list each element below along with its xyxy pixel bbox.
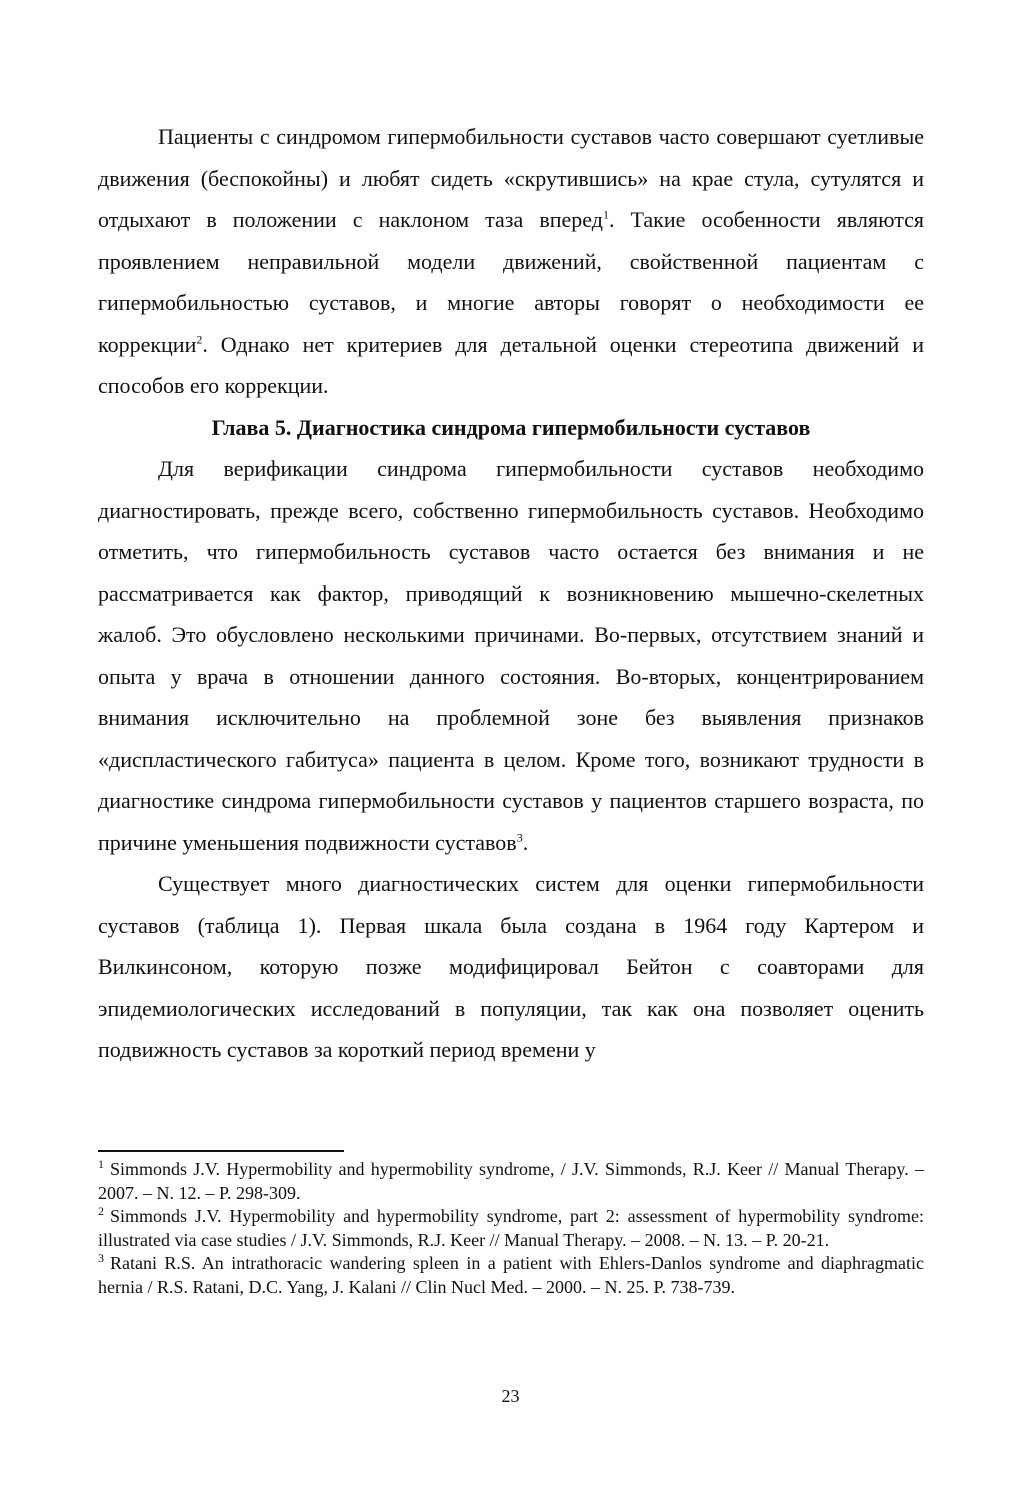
chapter-heading: Глава 5. Диагностика синдрома гипермобильности суставов — [211, 414, 811, 440]
paragraph-3-text: Существует много диагностических систем для оценки гипермобильности суставов (таблица 1). Первая шкала была создана в 1964 году Картером и Вилкинсоном, которую позже модифицировал Бейтон с соавторами для эпидемиологических исследований в популяции, так как она позволяет оценить подвижность суставов за короткий период времени у — [98, 871, 924, 1062]
footnotes — [98, 1158, 924, 1299]
paragraph-1-text-c: . Однако нет критериев для детальной оценки стереотипа движений и способов его коррекции. — [98, 331, 924, 398]
paragraph-1-text-a: Пациенты с синдромом гипермобильности суставов часто совершают суетливые движения (беспокойны) и любят сидеть «скрутившись» на крае стула, сутулятся и отдыхают в положении с наклоном таза вперед — [98, 124, 924, 232]
footnote-ref-2: 2 — [196, 332, 203, 347]
footnote-3-number: 3 — [98, 1251, 104, 1265]
footnote-ref-1: 1 — [602, 207, 609, 222]
paragraph-2-text: Для верификации синдрома гипермобильности суставов необходимо диагностировать, прежде всего, собственно гипермобильность суставов. Необходимо отметить, что гипермобильность суставов часто остается без внимания и не рассматривается как фактор, приводящий к возникновению мышечно-скелетных жалоб. Это обусловлено несколькими причинами. Во-первых, отсутствием знаний и опыта у врача в отношении данного состояния. Во-вторых, концентрированием внимания исключительно на проблемной зоне без выявления признаков «диспластического габитуса» пациента в целом. Кроме того, возникают трудности в диагностике синдрома гипермобильности суставов у пациентов старшего возраста, по причине уменьшения подвижности суставов — [98, 456, 924, 855]
footnote-1-text: Simmonds J.V. Hypermobility and hypermobility syndrome, / J.V. Simmonds, R.J. Keer // Manual Therapy. – 2007. – N. 12. – P. 298-309. — [98, 1159, 924, 1203]
paragraph-1 — [98, 116, 924, 407]
footnote-3-text: Ratani R.S. An intrathoracic wandering spleen in a patient with Ehlers-Danlos syndrome and diaphragmatic hernia / R.S. Ratani, D.C. Yang, J. Kalani // Clin Nucl Med. – 2000. – N. 25. P. 738-739. — [98, 1253, 924, 1297]
footnote-1 — [98, 1158, 924, 1205]
paragraph-1-text-b: . Такие особенности являются проявлением неправильной модели движений, свойственной пациентам с гипермобильностью суставов, и многие авторы говорят о необходимости ее коррекции — [98, 207, 924, 357]
footnote-1-number: 1 — [98, 1157, 104, 1171]
paragraph-2 — [98, 448, 924, 863]
main-text — [98, 116, 924, 1071]
footnote-2-text: Simmonds J.V. Hypermobility and hypermobility syndrome, part 2: assessment of hypermobility syndrome: illustrated via case studies / J.V. Simmonds, R.J. Keer // Manual Therapy. – 2008. – N. 13. – P. 20-21. — [98, 1206, 924, 1250]
paragraph-2-end: . — [522, 829, 529, 855]
footnote-2 — [98, 1205, 924, 1252]
footnote-ref-3: 3 — [516, 830, 523, 845]
page-number: 23 — [501, 1386, 520, 1406]
paragraph-3 — [98, 863, 924, 1071]
footnote-3 — [98, 1252, 924, 1299]
footnote-separator — [98, 1150, 344, 1152]
footnote-2-number: 2 — [98, 1204, 104, 1218]
